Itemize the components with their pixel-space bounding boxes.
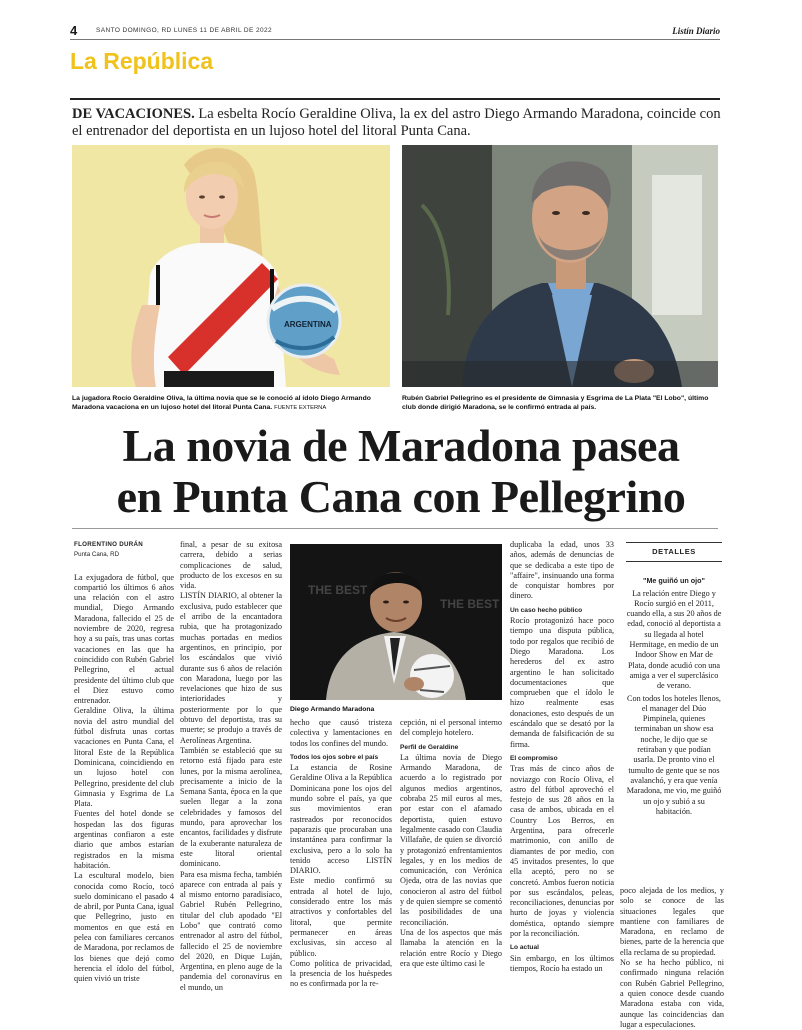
- col3-paragraph-3: Este medio confirmó su entrada al hotel de lujo, considerado entre los más atractivos y confortables del litoral, que permite permanecer en áreas exclusivas, sin acceso al público.: [290, 876, 392, 958]
- article-column-3: [290, 718, 392, 988]
- masthead: Listín Diario: [672, 25, 720, 36]
- photo2-caption: Rubén Gabriel Pellegrino es el presidente de Gimnasia y Esgrima de La Plata "El Lobo", último club donde dirigió Maradona, se le confirmó entrada al país.: [402, 395, 709, 411]
- col2-paragraph-4: Para esa misma fecha, también aparece con entrada al país y al mismo entorno paradisíaco, Gabriel Rubén Pellegrino, titular del club apodado "El Lobo" que contrató como entrenador al astro del fútbol, fallecido el 25 de noviembre del 2020, en Dique Luján, Argentina, en pleno auge de la pandemia del coronavirus en el mundo, un: [180, 869, 282, 992]
- headline-line-2: en Punta Cana con Pellegrino: [116, 471, 686, 522]
- lead-kicker: DE VACACIONES.: [72, 106, 195, 122]
- col2-paragraph-3: También se estableció que su retorno está fijado para este lunes, por la misma aerolínea, precisamente a inicio de la Semana Santa, época en la que suelen llegar a la zona celebridades y famosos del mundo, para aprovechar los encantos, facilidades y disfrute de la exuberante naturaleza de este litoral oriental dominicano.: [180, 745, 282, 869]
- ball-jersey-text: ARGENTINA: [284, 320, 332, 329]
- photo-rocio-oliva: [72, 145, 390, 387]
- col6-paragraph-2: No se ha hecho público, ni confirmado ninguna relación con Rubén Gabriel Pellegrino, a quien conoce desde cuando Maradona estaba con vida, aunque las coincidencias dan lugar a especulaciones.: [620, 958, 724, 1029]
- col5-paragraph-3: Tras más de cinco años de noviazgo con Rocío Oliva, el astro del fútbol aprovechó el festejo de sus 28 años en la casa de ambos, ubicada en el Country Los Berros, en Argentina, para ofrecerle matrimonio, con anillo de diamantes de por medio, con 45 invitados presentes, lo que ella aceptó, pero no se concretó. Ambos fueron noticia por sus escándalos, peleas, reconciliaciones, denuncias por hurto de joyas y violencia doméstica, optando siempre por la reconciliación.: [510, 764, 614, 938]
- col1-paragraph-3: Fuentes del hotel donde se hospedan las dos figuras argentinas confiaron a este diario que ambos estarían registrados en la misma habitación.: [74, 809, 174, 870]
- col5-subhead-3: Lo actual: [510, 944, 539, 952]
- photo1-caption: [72, 394, 390, 413]
- col1-paragraph-1: La exjugadora de fútbol, que compartió los últimos 6 años una relación con el astro mundial, Diego Armando Maradona, fallecido el 25 de noviembre de 2020, regresa hoy a su país, tras unas cortas vacaciones en las que ha coincidido con Rubén Gabriel Pellegrino, el actual presidente del último club que el Diez estuvo como entrenador.: [74, 572, 174, 706]
- photo-pellegrino-illustration: [402, 145, 718, 387]
- byline-author: FLORENTINO DURÁN: [74, 541, 144, 548]
- col5-paragraph-1: duplicaba la edad, unos 33 años, además de denuncias de que se dedicaba a este tipo de "affaire", insinuando una forma de conquistar hombres por dinero.: [510, 540, 614, 601]
- article-column-5: [510, 540, 614, 988]
- col4-paragraph-2: La última novia de Diego Armando Maradona, de acuerdo a lo registrado por algunos medios argentinos, cobraba 25 mil euros al mes, por estar con el afamado deportista, quien estuvo legalmente casado con Claudia Villafañe, de quien se divorció y protagonizó enfrentamientos legales, y en los medios de comunicación, con Verónica Ojeda, otra de las novias que conocieron al astro del fútbol y de quien siempre se comentó las posibilidades de una reconciliación.: [400, 752, 502, 927]
- details-box: [626, 542, 722, 882]
- col6-paragraph-1: poco alejada de los medios, y solo se conoce de las situaciones legales que mantiene con familiares de Maradona, en reclamo de bienes, parte de la herencia que ella reclama de su propiedad.: [620, 886, 724, 957]
- details-quote: "Me guiñó un ojo": [643, 576, 705, 586]
- col1-paragraph-2: Geraldine Oliva, la última novia del astro mundial del fútbol disfruta unas cortas vacaciones en Punta Cana, el litoral Este de la República Dominicana, coincidiendo en un lujoso hotel con Pellegrino, presidente del club Gimnasia y Esgrima de La Plata.: [74, 706, 174, 809]
- photo1-caption-text: La jugadora Rocío Geraldine Oliva, la última novia que se le conoció al ídolo Diego Armando Maradona vacaciona en un lujoso hotel del litoral Punta Cana.: [72, 395, 371, 411]
- headline-rule: [72, 528, 718, 529]
- col4-paragraph-3: Una de los aspectos que más llamaba la atención en la relación entre Rocío y Diego era que este último casi le: [400, 927, 502, 968]
- col5-subhead-1: Un caso hecho público: [510, 606, 583, 614]
- backdrop-text-left: THE BEST: [308, 583, 368, 597]
- col3-paragraph-1: hecho que causó tristeza colectiva y lamentaciones en todos los confines del mundo.: [290, 718, 392, 748]
- col5-paragraph-2: Rocío protagonizó hace poco tiempo una disputa pública, todo por regalos que recibió de Diego Maradona. Los herederos del ex astro argentino le han solicitado documentaciones que comprueben que el ídolo le hizo realmente esas donaciones, esto después de un escándalo que se desató por la demanda de falsificación de su firma.: [510, 616, 614, 749]
- article-column-4: [400, 718, 502, 988]
- section-rule: [70, 98, 720, 100]
- photo1-source: FUENTE EXTERNA: [274, 405, 327, 411]
- details-heading: DETALLES: [626, 542, 722, 562]
- col1-paragraph-4: La escultural modelo, bien conocida como Rocío, tocó suelo dominicano el pasado 4 de abril, por Punta Cana, igual que Pellegrino, justo en momentos en que está en pelea con familiares cercanos de Maradona, por reclamos de los bienes que dejó como herencia el ídolo del fútbol, quien vivió un triste: [74, 871, 174, 984]
- photo-maradona-illustration: [290, 544, 502, 700]
- col2-paragraph-1: final, a pesar de su exitosa carrera, debido a serias complicaciones de salud, producto de los excesos en su vida.: [180, 540, 282, 591]
- lead-paragraph: [72, 106, 722, 140]
- lead-text: La esbelta Rocío Geraldine Oliva, la ex del astro Diego Armando Maradona, coincide con el entrenador del deportista en un lujoso hotel del litoral Punta Cana.: [72, 106, 721, 139]
- col4-subhead-1: Perfil de Geraldine: [400, 743, 459, 751]
- photo3-caption: Diego Armando Maradona: [290, 706, 375, 713]
- col2-paragraph-2: LISTÍN DIARIO, al obtener la exclusiva, pudo establecer que el arribo de la encantadora rubia, que ha protagonizado muchas portadas en medios argentinos, en principio, por los escándalos que vivió durante sus 6 años de relación con Maradona, luego por las revelaciones que hizo de sus interioridades y posteriormente por lo que obtuvo del deportista, tras su muerte; se produjo a través de Aerolíneas Argentina.: [180, 591, 282, 745]
- article-column-1: [74, 540, 174, 988]
- col3-subhead-1: Todos los ojos sobre el país: [290, 753, 379, 761]
- col3-paragraph-4: Como política de privacidad, la presencia de los huéspedes no es confirmada por la re-: [290, 958, 392, 989]
- byline-place: Punta Cana, RD: [74, 551, 120, 559]
- backdrop-text-right: THE BEST: [440, 597, 500, 611]
- col5-paragraph-4: Sin embargo, en los últimos tiempos, Rocío ha estado un: [510, 953, 614, 973]
- col5-subhead-2: El compromiso: [510, 754, 558, 762]
- photo-ruben-pellegrino: [402, 145, 718, 387]
- page-number: 4: [70, 23, 78, 38]
- col4-paragraph-1: cepción, ni el personal interno del complejo hotelero.: [400, 718, 502, 738]
- photo-rocio-illustration: [72, 145, 390, 387]
- headline: [60, 420, 742, 522]
- details-paragraph-1: La relación entre Diego y Rocío surgió en el 2011, cuando ella, a sus 20 años de edad, conoció al deportista a su llegada al hotel Hermitage, en medio de un Indoor Show en Mar de Plata, donde acudió con una amiga a ver el superclásico de verano.: [626, 588, 722, 691]
- headline-line-1: La novia de Maradona pasea: [122, 420, 680, 471]
- details-paragraph-2: Con todos los hoteles llenos, el manager del Dúo Pimpinela, quienes terminaban un show esa noche, le dijo que se retiraban y que podían usarla. De pronto vino el tumulto de gente que se nos avalanchó, y era que venía Maradona, me vio, me guiñó un ojo y subió a su habitación.: [626, 693, 722, 816]
- article-column-6: [620, 886, 724, 1029]
- article-column-2: [180, 540, 282, 992]
- photo-maradona: [290, 544, 502, 700]
- dateline: SANTO DOMINGO, RD LUNES 11 DE ABRIL DE 2022: [96, 27, 273, 34]
- page-header: [70, 22, 720, 40]
- col3-paragraph-2: La estancia de Rosine Geraldine Oliva a la República Dominicana pone los ojos del mundo sobre el país, ya que sus movimientos eran rastreados por reconocidos paparazis que procuraban una instantánea para confirmar la exclusiva, pero a lo solo ha tenido acceso LISTÍN DIARIO.: [290, 763, 392, 876]
- section-title: La República: [70, 48, 214, 74]
